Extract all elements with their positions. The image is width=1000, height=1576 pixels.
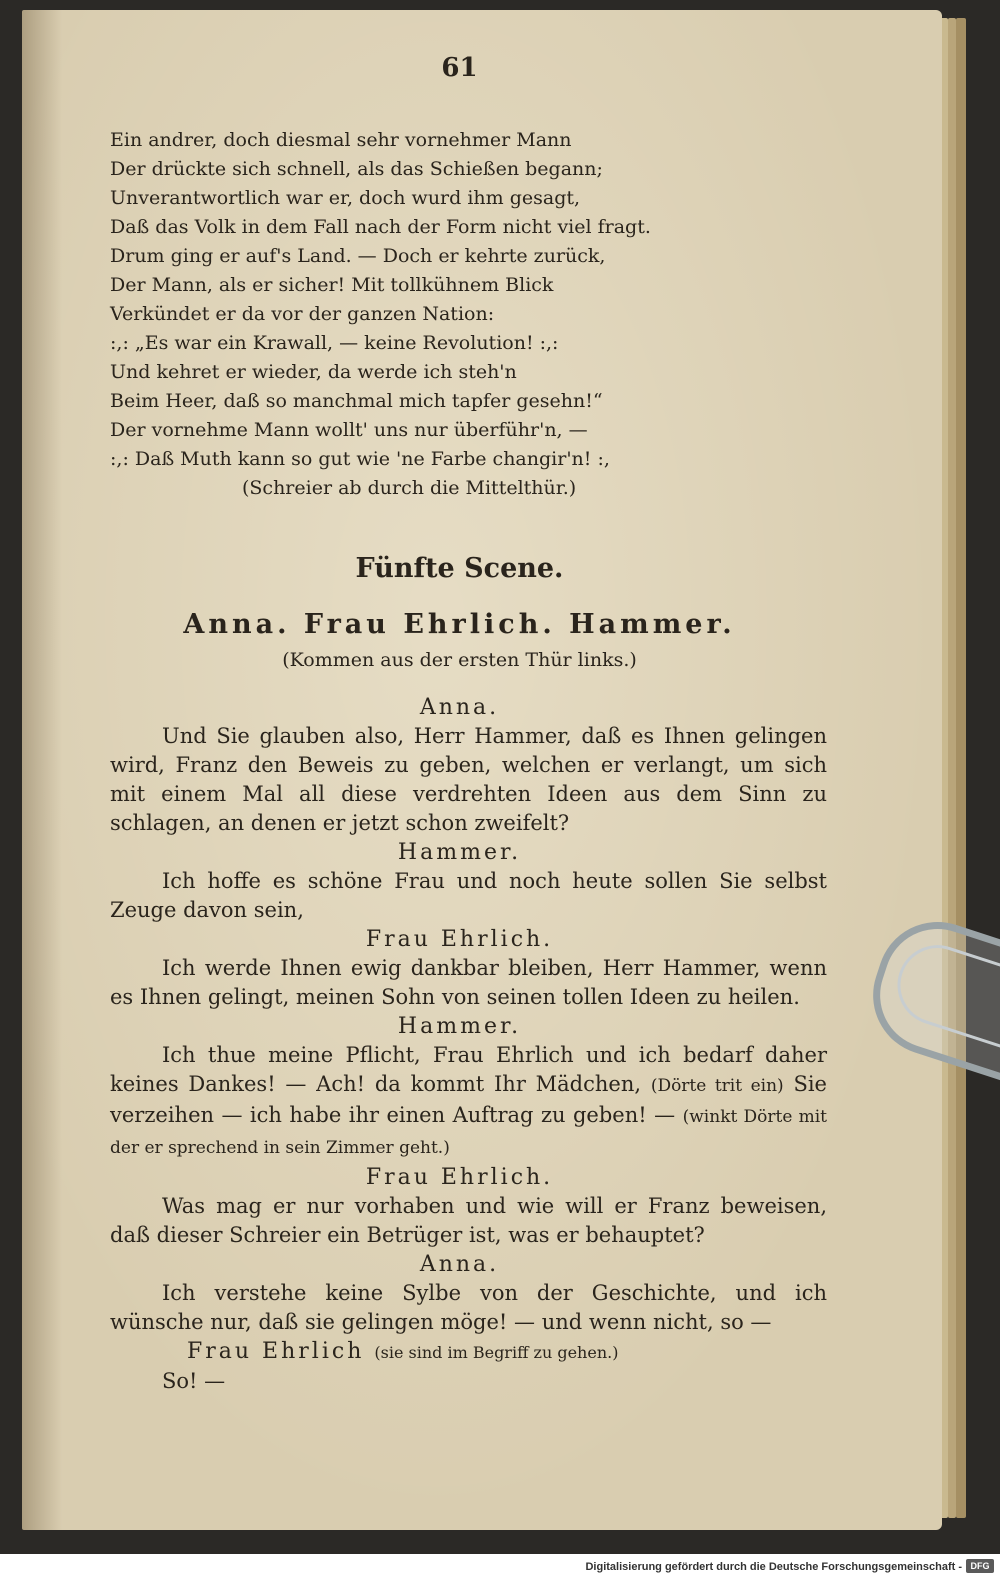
speaker-name: Frau Ehrlich.	[365, 927, 554, 952]
verse-line: Der vornehme Mann wollt' uns nur überführ'n, —	[110, 419, 588, 441]
page-edge	[948, 18, 956, 1518]
scene-heading: Fünfte Scene.	[355, 553, 564, 584]
stage-direction: (Dörte trit ein)	[650, 1076, 784, 1096]
speaker-name: Anna.	[419, 1252, 500, 1277]
speech-text	[92, 1041, 827, 1163]
speaker-name: Frau Ehrlich	[187, 1339, 365, 1364]
speaker-name: Hammer.	[397, 1014, 522, 1039]
scene-cast: Anna. Frau Ehrlich. Hammer.	[183, 609, 736, 640]
dfg-logo: DFG	[966, 1559, 994, 1573]
speech-text: So! —	[162, 1369, 226, 1393]
verse-line: Drum ging er auf's Land. — Doch er kehrte zurück,	[110, 245, 606, 267]
funding-credit: Digitalisierung gefördert durch die Deutsche Forschungsgemeinschaft -	[585, 1561, 962, 1573]
speech-text: Ich werde Ihnen ewig dankbar bleiben, Herr Hammer, wenn es Ihnen gelingt, meinen Sohn von seinen tollen Ideen zu heilen.	[110, 956, 827, 1009]
verse-line: Beim Heer, daß so manchmal mich tapfer gesehn!“	[110, 390, 603, 412]
page-text	[92, 40, 827, 1396]
stage-direction: (sie sind im Begriff zu gehen.)	[374, 1343, 619, 1362]
speech-text: Was mag er nur vorhaben und wie will er Franz beweisen, daß dieser Schreier ein Betrüger ist, was er behauptet?	[110, 1194, 827, 1247]
verse-line: Ein andrer, doch diesmal sehr vornehmer Mann	[110, 129, 572, 151]
page-edge	[956, 18, 966, 1518]
stage-direction-entrance: (Kommen aus der ersten Thür links.)	[282, 649, 637, 671]
speaker-name: Frau Ehrlich.	[365, 1165, 554, 1190]
verse-line: Daß das Volk in dem Fall nach der Form nicht viel fragt.	[110, 216, 651, 238]
stage-direction-exit: (Schreier ab durch die Mittelthür.)	[242, 477, 577, 499]
speech-text: Und Sie glauben also, Herr Hammer, daß es Ihnen gelingen wird, Franz den Beweis zu geben, welchen er verlangt, um sich mit einem Mal all diese verdrehten Ideen aus dem Sinn zu schlagen, an denen er jetzt schon zweifelt?	[110, 724, 827, 835]
page-number: 61	[441, 53, 478, 83]
verse-line: Verkündet er da vor der ganzen Nation:	[110, 303, 495, 325]
speaker-line	[92, 1337, 827, 1367]
speech-text: Ich hoffe es schöne Frau und noch heute sollen Sie selbst Zeuge davon sein,	[110, 869, 827, 922]
speech-text-part: Sie verzeihen — ich habe ihr einen Auftrag zu geben! —	[110, 1072, 827, 1127]
paper-clip-loop	[887, 935, 1000, 1053]
speech-text: Ich verstehe keine Sylbe von der Geschichte, und ich wünsche nur, daß sie gelingen möge! — und wenn nicht, so —	[110, 1281, 827, 1334]
verse-line: Unverantwortlich war er, doch wurd ihm gesagt,	[110, 187, 581, 209]
book-page	[22, 10, 942, 1530]
speech-text-part: Ich thue meine Pflicht, Frau Ehrlich und ich bedarf daher keines Dankes! — Ach! da kommt Ihr Mädchen,	[110, 1043, 827, 1096]
verse-block	[92, 126, 827, 503]
verse-line: :,: Daß Muth kann so gut wie 'ne Farbe changir'n! :,	[110, 448, 610, 470]
verse-line: Und kehret er wieder, da werde ich steh'n	[110, 361, 517, 383]
speaker-name: Hammer.	[397, 840, 522, 865]
verse-line: Der drückte sich schnell, als das Schießen begann;	[110, 158, 603, 180]
verse-line: Der Mann, als er sicher! Mit tollkühnem Blick	[110, 274, 554, 296]
stage-direction: (winkt Dörte mit der er sprechend in sein Zimmer geht.)	[110, 1107, 827, 1158]
speaker-name: Anna.	[419, 695, 500, 720]
footer-bar	[0, 1554, 1000, 1576]
verse-line: :,: „Es war ein Krawall, — keine Revolution! :,:	[110, 332, 559, 354]
